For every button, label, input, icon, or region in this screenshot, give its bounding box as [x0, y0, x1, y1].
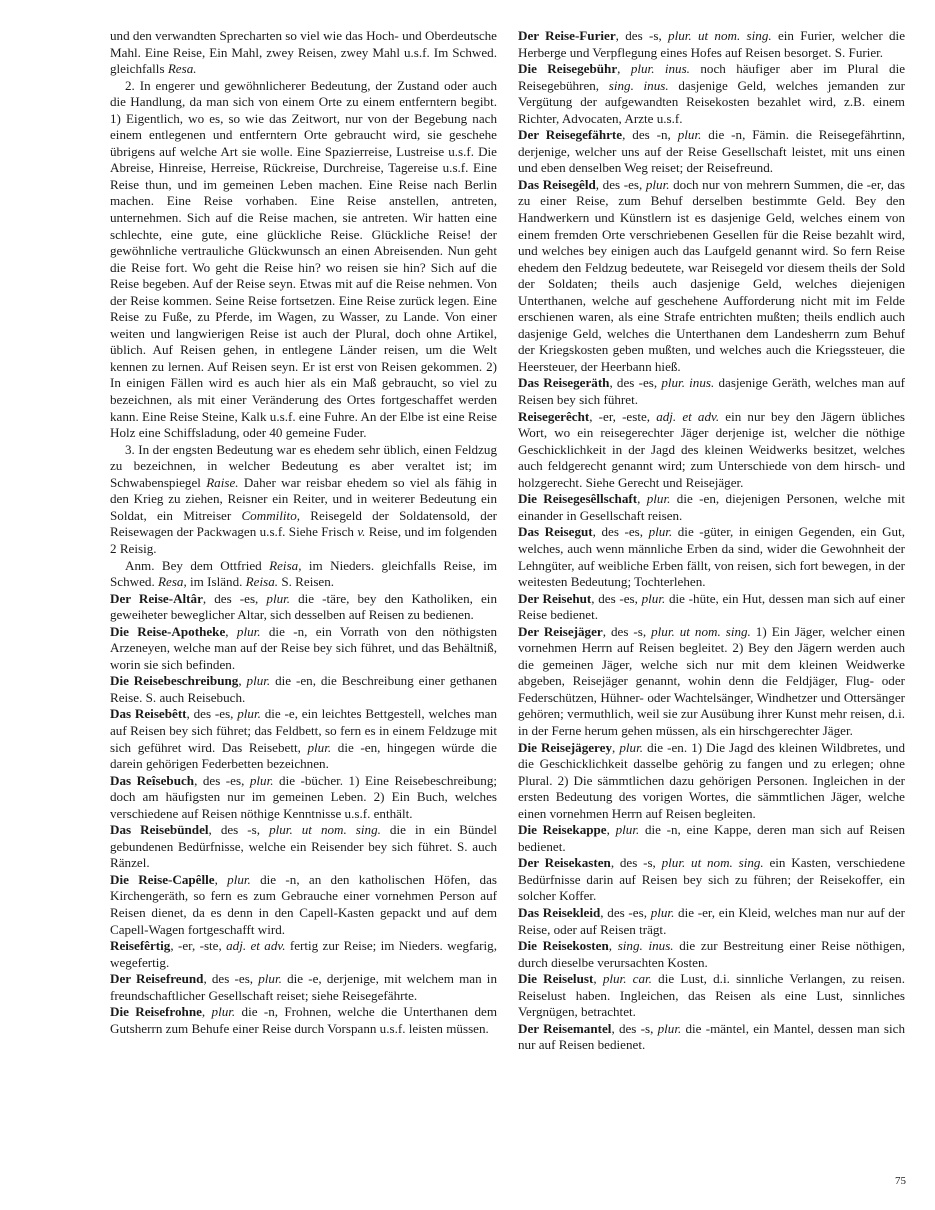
entry-headword: Das Reisegêld [518, 176, 596, 192]
dictionary-entry [518, 491, 905, 524]
entry-text: , des -es, [591, 590, 642, 606]
entry-text: , des -es, [609, 375, 662, 391]
entry-text: die -en. 1) Die Jagd des kleinen Wildbretes, und die Geschicklichkeit dasselbe gehörig zu fangen und zu erlegen; ohne Plural. 2) Die sämmtlichen dazu gehörigen Personen. Ingleichen in der ersten Bedeutung des vorigen Wortes, die sämmtlichen Jäger, welche einen vornehmen Herrn auf Reisen begleiten. [518, 739, 906, 821]
entry-text: , des -s, [615, 28, 669, 43]
entry-headword: Das Reisegeräth [518, 375, 610, 391]
entry-headword: Die Reisefrohne [110, 1004, 202, 1020]
dictionary-entry [110, 971, 497, 1004]
italic-term: plur. [227, 871, 251, 887]
entry-text: , des -es, [595, 176, 646, 192]
entry-headword: Das Reîsebuch [110, 772, 195, 788]
entry-headword: Die Reisegebühr [518, 61, 618, 77]
dictionary-entry [518, 905, 905, 938]
dictionary-entry [110, 773, 497, 823]
entry-text: die -n, Frohnen, welche die Unterthanen dem Gutsherrn zum Behufe einer Reise durch Vorspann u.s.f. leisten müssen. [110, 1004, 498, 1036]
italic-term: plur. [646, 491, 671, 507]
entry-text: die -mäntel, ein Mantel, dessen man sich nur auf Reisen bedienet. [518, 1020, 906, 1053]
entry-text: die -güter, in einigen Gegenden, ein Gut, welches, auch wenn männliche Erben da sind, wider die Gewohnheit der Lehngüter, auf weibliche Erben fällt, von reisen, sich fort bewegen, in der weitesten Bedeutung; Tochterlehen. [518, 524, 906, 590]
dictionary-entry [518, 740, 905, 823]
entry-text: , [201, 1004, 212, 1020]
italic-term: v. [357, 524, 366, 540]
body-paragraph [110, 28, 497, 78]
entry-text: 3. In der engsten Bedeutung war es ehedem sehr üblich, einen Feldzug zu bezeichnen, in welcher Bedeutung es aber veraltet ist; im Schwabenspiegel [110, 441, 497, 490]
dictionary-entry [518, 177, 905, 376]
dictionary-entry [110, 872, 497, 938]
entry-text: ein Kasten, verschiedene Bedürfnisse darin auf Reisen bey sich zu führen; der Reisekoffer, ein solcher Koffer. [518, 855, 906, 904]
dictionary-entry [518, 591, 905, 624]
dictionary-entry [110, 1004, 497, 1037]
entry-headword: Das Reisekleid [518, 904, 601, 920]
italic-term: Resa. [167, 61, 197, 77]
italic-term: Reisa. [245, 574, 279, 590]
italic-term: plur. [677, 127, 702, 143]
italic-term: plur. [615, 822, 640, 838]
italic-term: plur. [650, 904, 675, 920]
entry-headword: Reisegerêcht [518, 408, 590, 424]
entry-text: , [238, 673, 247, 689]
body-paragraph [110, 442, 497, 558]
entry-text: und den verwandten Sprecharten so viel wie das Hoch- und Oberdeutsche Mahl. Eine Reise, Ein Mahl, zwey Reisen, zwey Mahl u.s.f. Im Schwed. gleichfalls [110, 28, 497, 77]
entry-text: die zur Bestreitung einer Reise nöthigen, durch dieselbe verursachten Kosten. [518, 938, 905, 970]
italic-term: plur. [619, 739, 643, 755]
body-paragraph [110, 558, 497, 591]
italic-term: plur. ut nom. sing. [651, 623, 751, 639]
dictionary-entry [518, 938, 905, 971]
italic-term: plur. car. [602, 971, 652, 987]
entry-headword: Reisefêrtig [110, 938, 171, 954]
italic-term: plur. [258, 971, 282, 987]
entry-text: , [214, 871, 228, 887]
entry-text: 2. In engerer und gewöhnlicherer Bedeutung, der Zustand oder auch die Handlung, da man sich von einem Orte zu einem entferntern begibt. 1) Eigentlich, wo es, so wie das Zeitwort, nur von der Begebung nach einem entlegenen und entferntern Orte gebraucht wird, sie geschehe übrigens auf welche Art sie wolle. Eine Spazierreise, Lustreise u.s.f. Die Abreise, Hinreise, Herreise, Rückreise, Durchreise, Tagereise u.s.f. Eine Reise thun, und im gemeinen Leben machen. Eine Reise nach Berlin machen. Eine Reise vorhaben. Eine Reise anstellen, antreten, unternehmen. Sich auf die Reise machen, sie antreten. Wir hatten eine schlechte, eine gute, eine glückliche Reise. Glückliche Reise! der gewöhnliche vertrauliche Glückwunsch an einen Abreisenden. Nun geht die Reise fort. Wo geht die Reise hin? wo reisen sie hin? Sich auf die Reise begeben. Auf der Reise seyn. Etwas mit auf die Reise nehmen. Von der Reise kommen. Seine Reise fortsetzen. Eine Reise zurück legen. Eine Reise zu Fuße, zu Pferde, im Wagen, zu Wasser, zu Lande. Von einer weiten und langwierigen Reise ist auch der Plural, doch ohne Artikel, üblich. Auf Reisen gehen, in entlegene Länder reisen, um die Welt kennen zu lernen. Auf Reisen seyn. Er ist erst von Reisen gekommen. 2) In einigen Fällen wird es auch hier als ein Maß gebraucht, so viel zu bezeichnen, als mit einer Veränderung des Ortes fortgeschaffet werden kann. Eine Reise Steine, Kalk u.s.f. eine Fuhre. An der Elbe ist eine Reise Holz eine Schiffsladung, oder 40 gemeine Fuder. [110, 77, 497, 441]
entry-text: , des -es, [194, 772, 250, 788]
italic-term: Reisa, [269, 557, 302, 573]
entry-text: , des -s, [611, 1020, 658, 1036]
entry-text: die -hüte, ein Hut, dessen man sich auf einer Reise bedienet. [518, 590, 905, 623]
entry-text: , [612, 739, 620, 755]
entry-text: dasjenige Geräth, welches man auf Reisen bey sich führet. [518, 375, 905, 408]
entry-text: , des -es, [600, 904, 651, 920]
entry-text: die -er, ein Kleid, welches man nur auf der Reise, oder auf Reisen trägt. [518, 904, 905, 937]
entry-text: die in ein Bündel gebundenen Bedürfnisse, welche ein Reisender bey sich führet. S. auch Ränzel. [110, 822, 498, 871]
italic-term: Commilito, [241, 507, 301, 523]
italic-term: Resa, [158, 574, 187, 590]
entry-text: , des -es, [202, 590, 267, 606]
dictionary-entry [110, 624, 497, 674]
dictionary-entry [518, 127, 905, 177]
italic-term: plur. [645, 176, 670, 192]
italic-term: plur. [249, 772, 274, 788]
entry-headword: Der Reisegefährte [518, 127, 623, 143]
entry-text: , -er, -este, [589, 408, 657, 424]
entry-text: , des -s, [208, 822, 270, 838]
entry-text: , [225, 623, 237, 639]
entry-headword: Das Reisegut [518, 524, 593, 540]
entry-text: , des -es, [203, 971, 259, 987]
entry-headword: Der Reisefreund [110, 971, 204, 987]
italic-term: plur. ut nom. sing. [269, 822, 381, 838]
entry-text: die -n, an den katholischen Höfen, das Kirchengeräth, so fern es zum Gebrauche einer vornehmen Person auf Reisen dienet, da es denn in den Capell-Kasten gepackt und auf dem Capell-Wagen fortgeschafft wird. [110, 871, 498, 937]
entry-text: , -er, -ste, [170, 938, 227, 954]
entry-text: , [617, 61, 631, 77]
dictionary-entry [518, 1021, 905, 1054]
italic-term: adj. et adv. [226, 938, 286, 954]
entry-text: Reise, und im folgenden 2 Reisig. [110, 524, 497, 556]
italic-term: sing. inus. [617, 938, 674, 954]
entry-text: die -en, hingegen würde die darein gehörigen Federbetten bezeichnen. [110, 739, 497, 772]
dictionary-entry [518, 409, 905, 492]
entry-headword: Der Reisekasten [518, 855, 611, 871]
italic-term: plur. [307, 739, 332, 755]
entry-text: die -n, eine Kappe, deren man sich auf Reisen bedienet. [518, 822, 905, 854]
italic-term: plur. [266, 590, 291, 606]
entry-text: im Nieders. gleichfalls Reise, im Schwed. [110, 557, 498, 590]
left-column [110, 28, 497, 1037]
entry-text: , des -es, [592, 524, 649, 540]
entry-headword: Die Reisejägerey [518, 739, 612, 755]
dictionary-entry [518, 524, 905, 590]
entry-text: die -bücher. 1) Eine Reisebeschreibung; doch am häufigsten nur im gemeinen Leben. 2) Ein Buch, welches verschiedene auf Reisen nöthige Kenntnisse u.s.f. enthält. [110, 772, 497, 821]
entry-text: , [606, 822, 616, 838]
entry-text: doch nur von mehrern Summen, die -er, das zu einer Reise, zum Behuf derselben bestimmte Geld. Bey den Handwerkern und Künstlern ist es dasjenige Geld, welches einem von einem fremden Orte verschriebenen Gesellen für die Reise bezahlt wird, und welches bey einigen auch das Laufgeld genannt wird. So fern Reise ehedem den Feldzug bedeutete, war Reisegeld vor diesem theils der Sold der Soldaten; theils auch dasjenige Geld, welches diejenigen Unterthanen, welche auf geschehene Aufforderung nicht mit im Felde erschienen waren, als eine Strafe entrichten mußten; theils endlich auch dasjenige Geld, welches die Unterthanen dem Landesherrn zum Behuf der Kriegskosten geben mußten, und welches auch die Kriegssteuer, die Heersteuer, der Heerbann hieß. [518, 176, 906, 374]
entry-text: , [608, 938, 618, 954]
entry-text: ein nur bey den Jägern übliches Wort, wo ein reisegerechter Jäger derjenige ist, welcher die nöthige Geschicklichkeit in der Jagd des kleinen Weidwerks besitzet, welches auch feldgerecht genannt wird; zum Unterschiede von dem hirsch- und holzgerecht. Siehe Gerecht und Reisejäger. [518, 408, 905, 490]
body-paragraph [110, 78, 497, 442]
dictionary-entry [518, 375, 905, 408]
entry-headword: Das Reisebêtt [110, 706, 187, 722]
entry-text: im Isländ. [186, 574, 246, 590]
entry-text: , [637, 491, 647, 507]
entry-text: , des -s, [610, 855, 662, 871]
italic-term: plur. ut nom. sing. [661, 855, 764, 871]
italic-term: plur. inus. [661, 375, 715, 391]
italic-term: plur. inus. [630, 61, 690, 77]
italic-term: plur. [648, 524, 673, 540]
entry-text: fertig zur Reise; im Nieders. wegfarig, wegefertig. [110, 938, 497, 970]
entry-headword: Die Reiselust [518, 971, 594, 987]
right-column [518, 28, 905, 1054]
entry-text: die -e, derjenige, mit welchem man in freundschaftlicher Gesellschaft reiset; siehe Reisegefährte. [110, 971, 497, 1003]
entry-text: ein Furier, welcher die Herberge und Verpflegung eines Hofes auf Reisen besorget. S. Furier. [518, 28, 906, 60]
entry-text: 1) Ein Jäger, welcher einen vornehmen Herrn auf Reisen begleitet. 2) Bey den Jägern werden auch die gemeinen Jäger, welche sich nur mit dem kleinen Weidwerke abgeben, Reisejäger genannt, wohin denn die Feldjäger, Flug- oder Federschützen, Hühner- oder Wachtelsänger, Windhetzer und Ottersänger gehören; vermuthlich, weil sie zur Ausübung ihrer Kunst mehr reisen, d.i. in der Ferne herum gehen müssen, als ein hirschgerechter Jäger. [518, 623, 905, 738]
italic-term: plur. [641, 590, 666, 606]
dictionary-entry [518, 855, 905, 905]
dictionary-entry [110, 938, 497, 971]
entry-text: Anm. Bey dem Ottfried [125, 557, 270, 573]
entry-headword: Der Reisemantel [518, 1020, 612, 1036]
dictionary-entry [518, 971, 905, 1021]
entry-text: die -en, diejenigen Personen, welche mit einander in Gesellschaft reisen. [518, 491, 905, 523]
italic-term: plur. [657, 1020, 682, 1036]
entry-text: , des -n, [622, 127, 678, 143]
italic-term: plur. [237, 706, 261, 722]
italic-term: plur. ut nom. sing. [668, 28, 772, 43]
italic-term: adj. et adv. [656, 408, 720, 424]
dictionary-entry [110, 673, 497, 706]
entry-headword: Das Reisebündel [110, 822, 209, 838]
entry-text: , des -es, [186, 706, 238, 722]
entry-headword: Die Reise-Apotheke [110, 623, 226, 639]
entry-text: die -en, die Beschreibung einer gethanen Reise. S. auch Reisebuch. [110, 673, 497, 705]
entry-text: , des -s, [602, 623, 652, 639]
entry-headword: Die Reisebeschreibung [110, 673, 239, 689]
dictionary-entry [110, 822, 497, 872]
italic-term: plur. [211, 1004, 236, 1020]
entry-text: S. Reisen. [278, 574, 335, 590]
italic-term: sing. inus. [608, 77, 669, 93]
entry-text: die -n, ein Vorrath von den nöthigsten Arzeneyen, welche man auf der Reise bey sich führet, und das Behältniß, worin sie sich befinden. [110, 623, 498, 672]
entry-text: die -e, ein leichtes Bettgestell, welches man auf Reisen bey sich führet; das Feldbett, so fern es in einem Feldzuge mit sich geführet wird. Das Reisebett, [110, 706, 497, 755]
entry-headword: Die Reisegesêllschaft [518, 491, 638, 507]
entry-headword: Der Reise-Altâr [110, 590, 203, 606]
italic-term: plur. [246, 673, 271, 689]
entry-headword: Der Reisehut [518, 590, 592, 606]
entry-headword: Der Reisejäger [518, 623, 603, 639]
entry-text: die Lust, d.i. sinnliche Verlangen, zu reisen. Reiselust haben. Ingleichen, das Reisen als eine Lust, sinnliches Vergnügen, betrachtet. [518, 971, 906, 1020]
entry-text: noch häufiger aber im Plural die Reisegebühren, [518, 61, 906, 93]
entry-text: Daher war reisbar ehedem so viel als fähig in den Krieg zu ziehen, Reisner ein Reiter, und in weiterer Bedeutung ein Soldat, ein Mitreiser [110, 474, 497, 523]
dictionary-entry [518, 822, 905, 855]
italic-term: Raise. [206, 474, 239, 490]
entry-text: Reisegeld der Soldatensold, der Reisewagen der Packwagen u.s.f. Siehe Frisch [110, 507, 497, 540]
entry-headword: Die Reise-Capêlle [110, 871, 215, 887]
dictionary-entry [518, 28, 905, 61]
dictionary-entry [518, 624, 905, 740]
italic-term: plur. [236, 623, 261, 639]
entry-text: die -täre, bey den Katholiken, ein geweiheter beweglicher Altar, sich desselben auf Reisen zu bedienen. [110, 590, 497, 623]
page-number: 75 [895, 1175, 906, 1187]
dictionary-entry [518, 61, 905, 127]
entry-text: die -n, Fämin. die Reisegefährtinn, derjenige, welcher uns auf der Reise Gesellschaft leistet, mit uns einen und eben denselben Weg reiset; der Reisefreund. [518, 127, 905, 176]
entry-headword: Die Reisekappe [518, 822, 607, 838]
entry-text: , [593, 971, 603, 987]
entry-headword: Der Reise-Furier [518, 28, 616, 43]
entry-text: dasjenige Geld, welches jemanden zur Vergütung der aufgewandten Reisekosten bezahlet wird, z.B. einem Richter, Advocaten, Arzte u.s.f. [518, 77, 906, 126]
dictionary-entry [110, 591, 497, 624]
entry-headword: Die Reisekosten [518, 938, 609, 954]
dictionary-entry [110, 706, 497, 772]
